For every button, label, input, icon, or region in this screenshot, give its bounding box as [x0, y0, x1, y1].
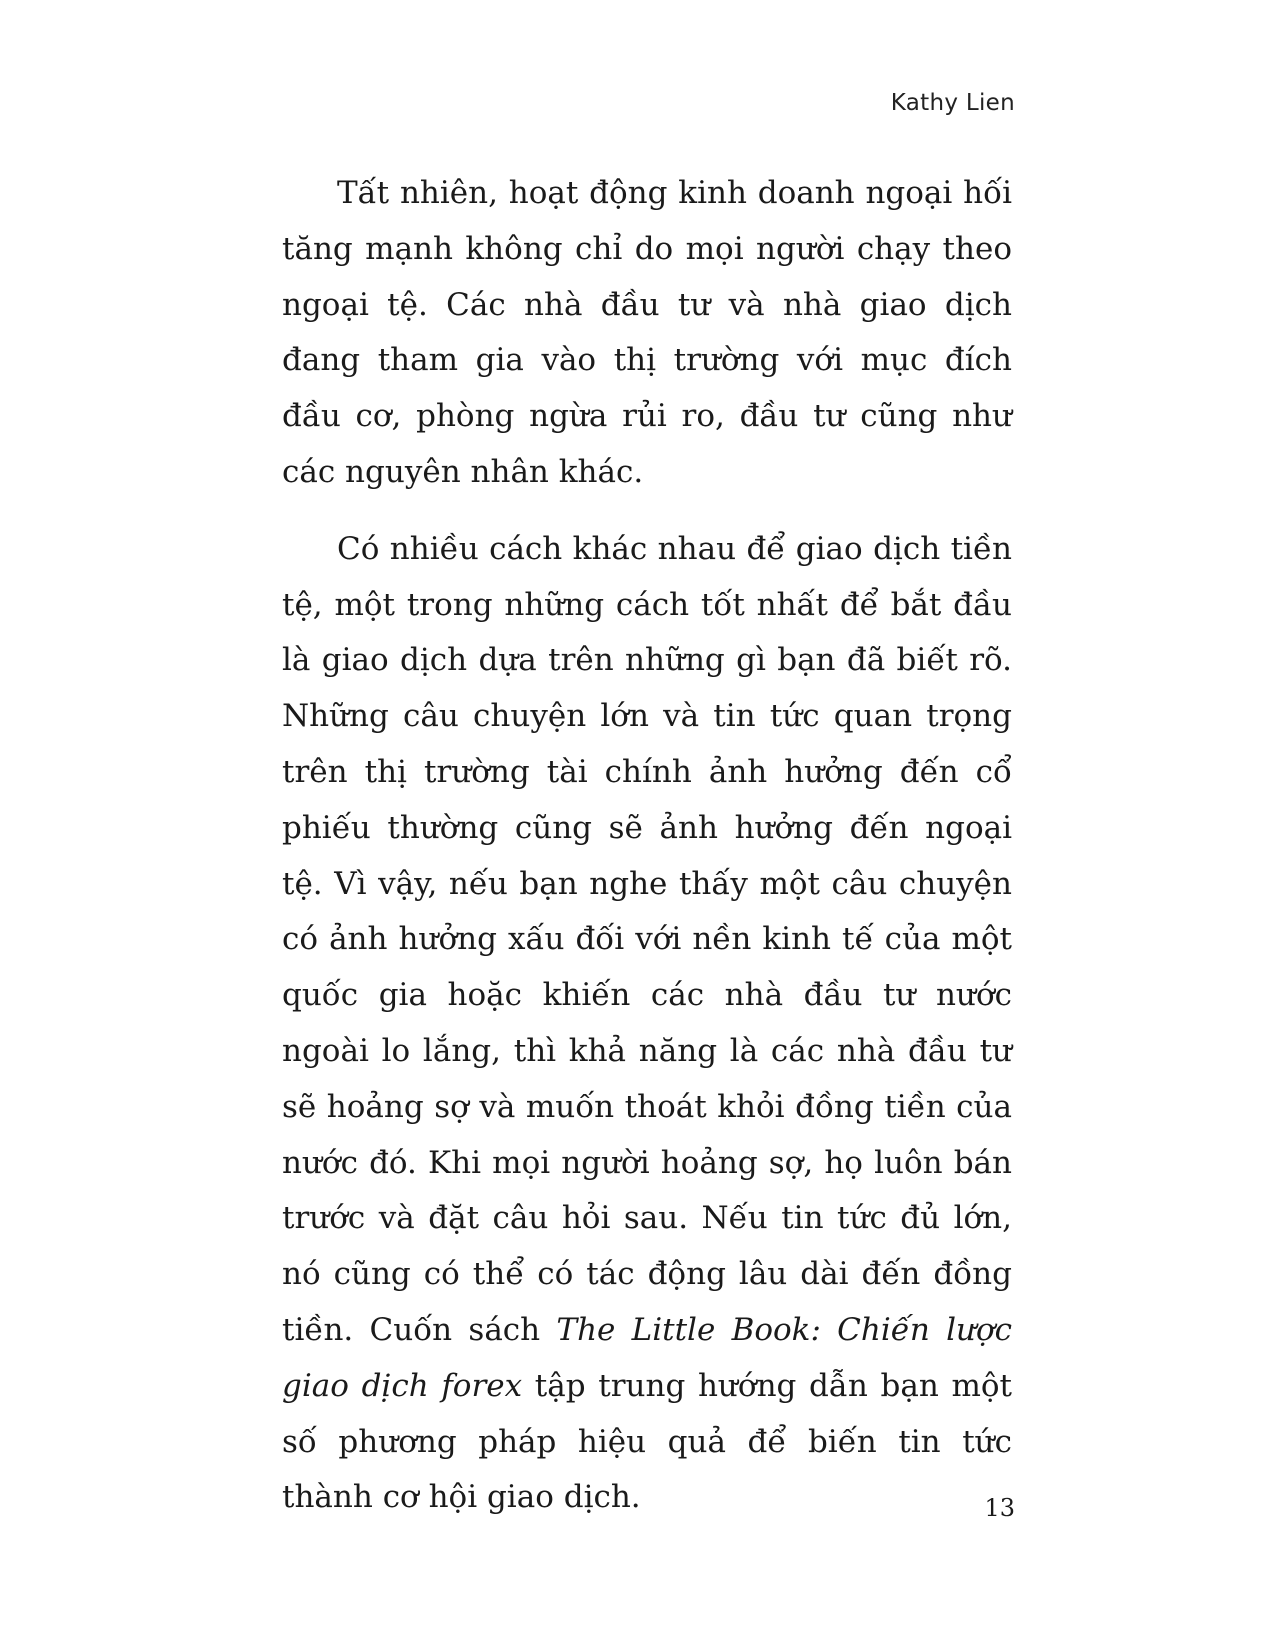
- book-title: The Little Book: Chiến lược giao dịch forex: [282, 1311, 1012, 1404]
- body-text: [282, 166, 1012, 1547]
- paragraph-2-text-before: Có nhiều cách khác nhau để giao dịch tiền tệ, một trong những cách tốt nhất để bắt đầu là giao dịch dựa trên những gì bạn đã biết rõ. Những câu chuyện lớn và tin tức quan trọng trên thị trường tài chính ảnh hưởng đến cổ phiếu thường cũng sẽ ảnh hưởng đến ngoại tệ. Vì vậy, nếu bạn nghe thấy một câu chuyện có ảnh hưởng xấu đối với nền kinh tế của một quốc gia hoặc khiến các nhà đầu tư nước ngoài lo lắng, thì khả năng là các nhà đầu tư sẽ hoảng sợ và muốn thoát khỏi đồng tiền của nước đó. Khi mọi người hoảng sợ, họ luôn bán trước và đặt câu hỏi sau. Nếu tin tức đủ lớn, nó cũng có thể có tác động lâu dài đến đồng tiền. Cuốn sách: [282, 530, 1012, 1348]
- page-number: 13: [984, 1494, 1015, 1522]
- paragraph-2-text-after: tập trung hướng dẫn bạn một số phương pháp hiệu quả để biến tin tức thành cơ hội giao dịch.: [282, 1367, 1013, 1516]
- paragraph-1: Tất nhiên, hoạt động kinh doanh ngoại hối tăng mạnh không chỉ do mọi người chạy theo ngoại tệ. Các nhà đầu tư và nhà giao dịch đang tham gia vào thị trường với mục đích đầu cơ, phòng ngừa rủi ro, đầu tư cũng như các nguyên nhân khác.: [282, 175, 1012, 490]
- paragraph-2: [282, 522, 1012, 1526]
- running-header-author: Kathy Lien: [890, 90, 1015, 116]
